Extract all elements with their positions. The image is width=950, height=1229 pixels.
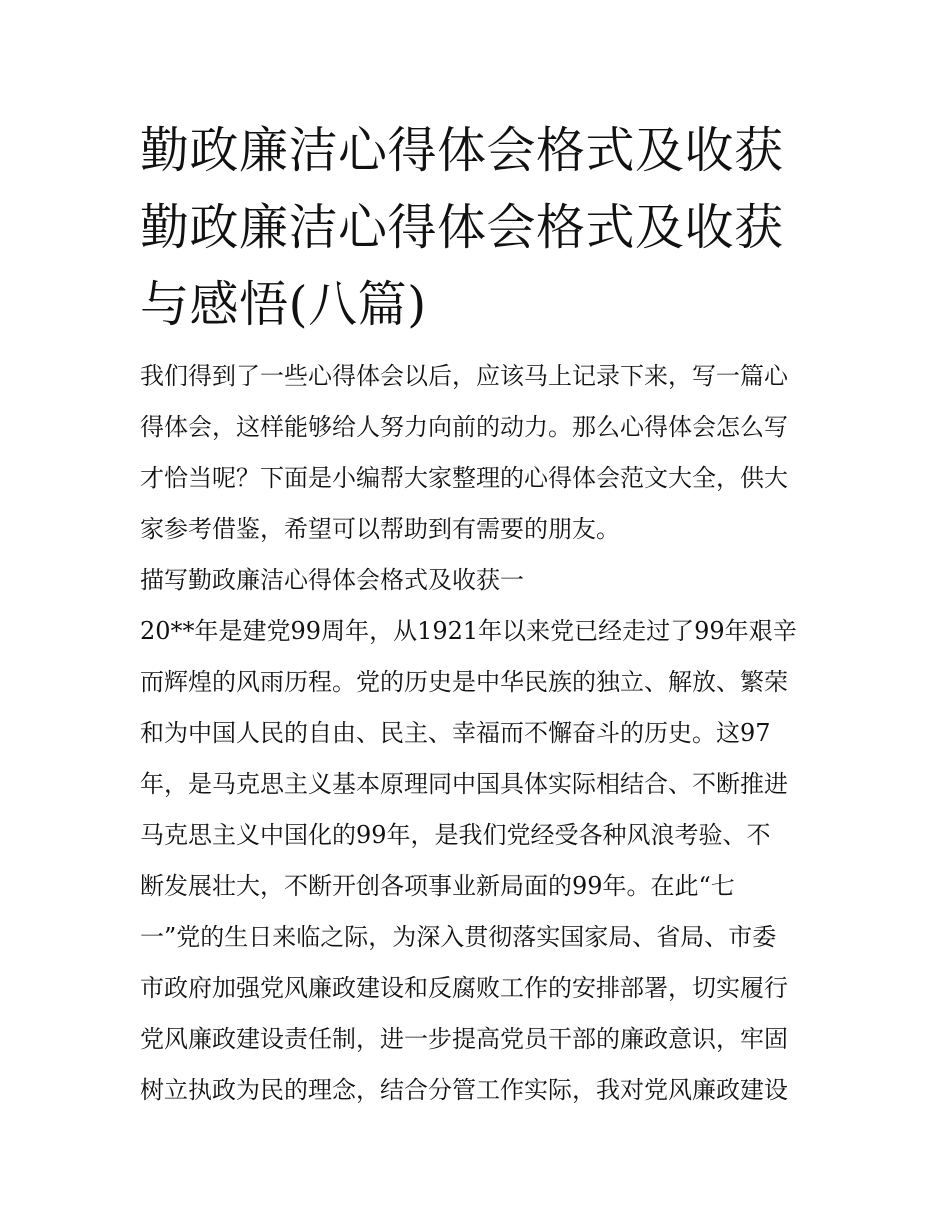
document-body (140, 351, 812, 1116)
body-line: 党风廉政建设责任制，进一步提高党员干部的廉政意识，牢固 (140, 1025, 788, 1053)
title-line: 勤政廉洁心得体会格式及收获 (140, 122, 784, 179)
document-title (140, 112, 812, 343)
body-line: 一”党的生日来临之际，为深入贯彻落实国家局、省局、市委 (140, 923, 777, 951)
body-line: 和为中国人民的自由、民主、幸福而不懈奋斗的历史。这97 (140, 719, 771, 747)
document-content (140, 112, 812, 1116)
body-line: 马克思主义中国化的99年，是我们党经受各种风浪考验、不 (140, 821, 771, 849)
body-line: 得体会，这样能够给人努力向前的动力。那么心得体会怎么写 (140, 413, 788, 441)
body-line: 家参考借鉴，希望可以帮助到有需要的朋友。 (140, 515, 620, 543)
body-line: 市政府加强党风廉政建设和反腐败工作的安排部署，切实履行 (140, 974, 788, 1002)
body-line: 才恰当呢？下面是小编帮大家整理的心得体会范文大全，供大 (140, 464, 788, 492)
title-line: 勤政廉洁心得体会格式及收获 (140, 199, 784, 256)
body-line: 树立执政为民的理念，结合分管工作实际，我对党风廉政建设 (140, 1076, 788, 1104)
body-line: 20**年是建党99周年，从1921年以来党已经走过了99年艰辛 (140, 617, 797, 645)
body-line: 年，是马克思主义基本原理同中国具体实际相结合、不断推进 (140, 770, 788, 798)
body-line: 我们得到了一些心得体会以后，应该马上记录下来，写一篇心 (140, 362, 788, 390)
body-line: 断发展壮大，不断开创各项事业新局面的99年。在此“七 (140, 872, 735, 900)
title-line: 与感悟(八篇) (140, 276, 427, 333)
section-heading: 描写勤政廉洁心得体会格式及收获一 (140, 566, 524, 594)
body-line: 而辉煌的风雨历程。党的历史是中华民族的独立、解放、繁荣 (140, 668, 788, 696)
